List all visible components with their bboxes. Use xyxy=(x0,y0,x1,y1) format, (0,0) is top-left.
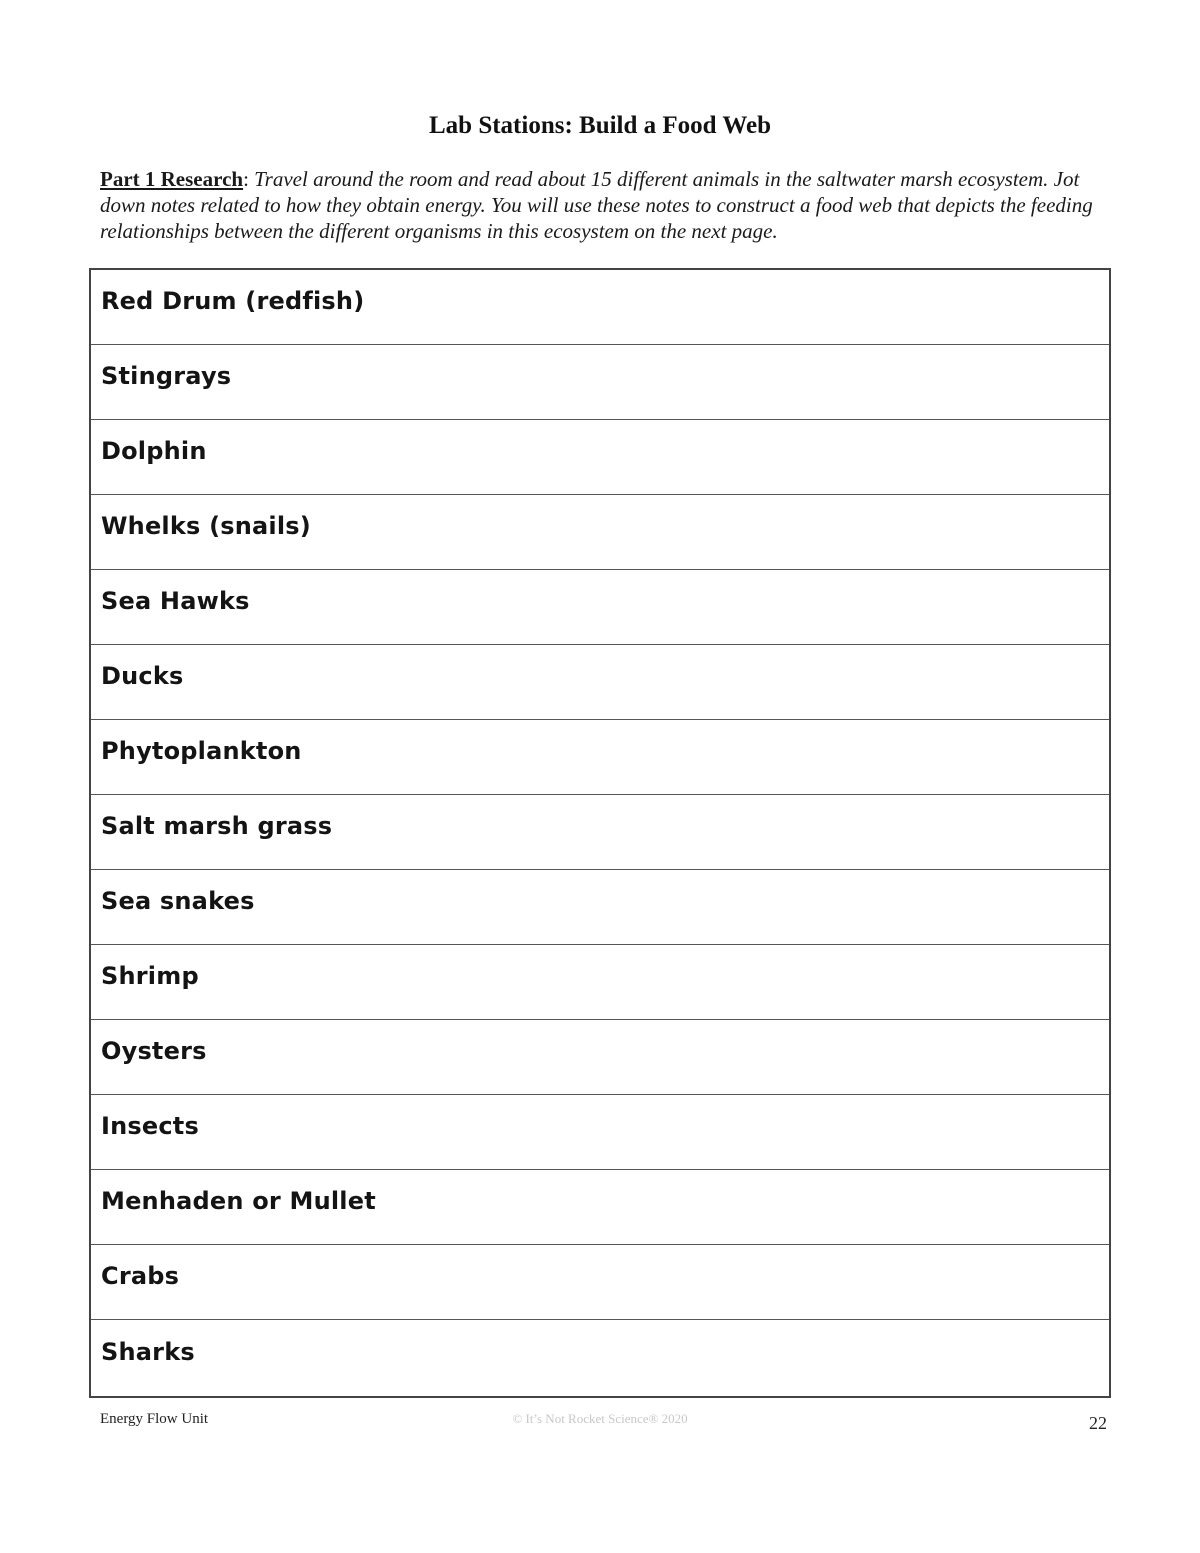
organism-label: Crabs xyxy=(101,1262,180,1290)
organism-label: Sharks xyxy=(101,1338,195,1366)
footer-unit-name: Energy Flow Unit xyxy=(100,1411,209,1427)
organism-label: Salt marsh grass xyxy=(101,812,333,840)
page-number: 22 xyxy=(1089,1413,1107,1433)
notes-row[interactable] xyxy=(91,1245,1109,1320)
page-title: Lab Stations: Build a Food Web xyxy=(428,112,771,139)
organism-label: Insects xyxy=(101,1112,199,1140)
notes-row[interactable] xyxy=(91,420,1109,495)
notes-table xyxy=(89,268,1111,1398)
organism-label: Menhaden or Mullet xyxy=(101,1187,376,1215)
instructions-paragraph xyxy=(100,166,1110,244)
organism-label: Oysters xyxy=(101,1037,207,1065)
instructions-text: Travel around the room and read about 15 different animals in the saltwater marsh ecosystem. Jot down notes related to how they obtain energy. You will use these notes to construct a food web that depicts the feeding relationships between the different organisms in this ecosystem on the next page. xyxy=(100,167,1093,243)
footer-copyright: © It’s Not Rocket Science® 2020 xyxy=(512,1411,688,1426)
instructions-heading: Part 1 Research xyxy=(100,167,244,191)
organism-label: Ducks xyxy=(101,662,184,690)
notes-row[interactable] xyxy=(91,570,1109,645)
organism-label: Red Drum (redfish) xyxy=(101,287,365,315)
organism-label: Whelks (snails) xyxy=(101,512,311,540)
organism-label: Dolphin xyxy=(101,437,207,465)
organism-label: Stingrays xyxy=(101,362,232,390)
notes-row[interactable] xyxy=(91,345,1109,420)
organism-label: Sea Hawks xyxy=(101,587,250,615)
notes-row[interactable] xyxy=(91,270,1109,345)
notes-row[interactable] xyxy=(91,1095,1109,1170)
organism-label: Phytoplankton xyxy=(101,737,302,765)
notes-row[interactable] xyxy=(91,870,1109,945)
notes-row[interactable] xyxy=(91,1170,1109,1245)
notes-row[interactable] xyxy=(91,1320,1109,1396)
notes-row[interactable] xyxy=(91,495,1109,570)
instructions-colon: : xyxy=(243,167,249,191)
notes-row[interactable] xyxy=(91,795,1109,870)
notes-row[interactable] xyxy=(91,645,1109,720)
notes-row[interactable] xyxy=(91,720,1109,795)
organism-label: Sea snakes xyxy=(101,887,255,915)
notes-row[interactable] xyxy=(91,945,1109,1020)
organism-label: Shrimp xyxy=(101,962,199,990)
notes-row[interactable] xyxy=(91,1020,1109,1095)
